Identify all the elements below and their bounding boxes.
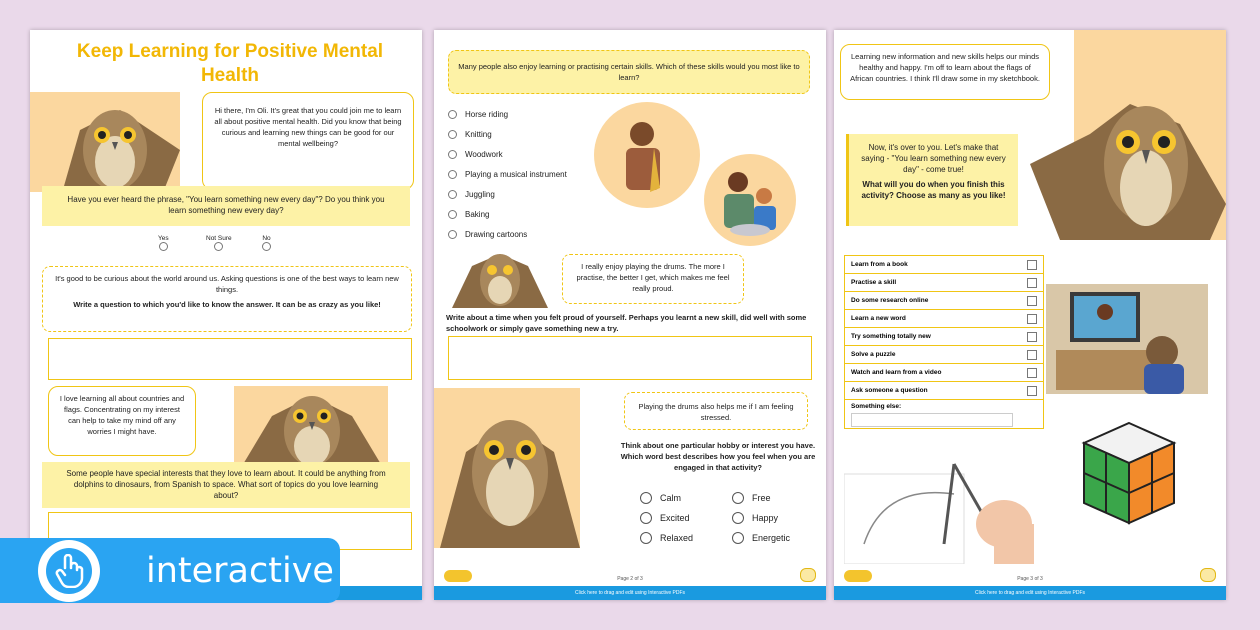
flags-plan-speech-bubble: Learning new information and new skills helps our minds healthy and happy. I'm off to learn about the flags of African countries. I think I'll draw some in my sketchbook. bbox=[840, 44, 1050, 100]
feeling-relaxed[interactable]: Relaxed bbox=[640, 532, 693, 544]
radio-icon[interactable] bbox=[448, 170, 457, 179]
choice-yes[interactable]: Yes bbox=[158, 235, 169, 253]
saxophone-player-illustration bbox=[592, 100, 702, 210]
radio-icon[interactable] bbox=[640, 532, 652, 544]
radio-icon[interactable] bbox=[640, 492, 652, 504]
curious-text: It's good to be curious about the world around us. Asking questions is one of the best ways to learn new things. bbox=[55, 274, 399, 294]
curious-section bbox=[42, 266, 412, 332]
other-answer-field[interactable] bbox=[851, 413, 1013, 427]
radio-icon[interactable] bbox=[732, 532, 744, 544]
proud-answer-field[interactable] bbox=[448, 336, 812, 380]
radio-icon[interactable] bbox=[448, 150, 457, 159]
checkbox-icon[interactable] bbox=[1027, 368, 1037, 378]
skill-option[interactable]: Baking bbox=[448, 204, 567, 224]
skill-option[interactable]: Drawing cartoons bbox=[448, 224, 567, 244]
page-footer-link[interactable]: Click here to drag and edit using Interactive PDFs bbox=[834, 586, 1226, 600]
worksheet-page-2 bbox=[434, 30, 826, 600]
radio-icon[interactable] bbox=[159, 242, 168, 251]
question-answer-field[interactable] bbox=[48, 338, 412, 380]
radio-icon[interactable] bbox=[448, 230, 457, 239]
owl-illustration-5 bbox=[1030, 84, 1226, 240]
checkbox-icon[interactable] bbox=[1027, 350, 1037, 360]
skills-list bbox=[448, 104, 567, 244]
interactive-label: interactive bbox=[146, 551, 334, 591]
checklist-item[interactable]: Do some research online bbox=[844, 291, 1044, 309]
feeling-free[interactable]: Free bbox=[732, 492, 771, 504]
worksheet-page-1 bbox=[30, 30, 422, 600]
skill-option[interactable]: Knitting bbox=[448, 124, 567, 144]
radio-icon[interactable] bbox=[214, 242, 223, 251]
page-footer-link[interactable]: Click here to drag and edit using Interactive PDFs bbox=[434, 586, 826, 600]
proud-instruction: Write about a time when you felt proud of yourself. Perhaps you learnt a new skill, did well with some schoolwork or simply gave something new a try. bbox=[446, 313, 807, 333]
write-question-instruction: Write a question to which you'd like to know the answer. It can be as crazy as you like! bbox=[73, 300, 381, 309]
page-title: Keep Learning for Positive Mental Health bbox=[76, 41, 384, 86]
feeling-energetic[interactable]: Energetic bbox=[732, 532, 790, 544]
video-call-illustration bbox=[1046, 284, 1208, 394]
checkbox-icon[interactable] bbox=[1027, 332, 1037, 342]
over-to-you-text: Now, it's over to you. Let's make that saying - "You learn something new every day" - come true! bbox=[861, 143, 1006, 174]
page-number: Page 3 of 3 bbox=[1017, 576, 1043, 582]
phrase-question: Have you ever heard the phrase, "You learn something new every day"? Do you think you learn something new every day? bbox=[42, 186, 410, 226]
checkbox-icon[interactable] bbox=[1027, 386, 1037, 396]
checklist-item[interactable]: Watch and learn from a video bbox=[844, 363, 1044, 381]
radio-icon[interactable] bbox=[448, 110, 457, 119]
skill-option[interactable]: Juggling bbox=[448, 184, 567, 204]
checklist-item[interactable]: Learn a new word bbox=[844, 309, 1044, 327]
skill-option[interactable]: Horse riding bbox=[448, 104, 567, 124]
radio-icon[interactable] bbox=[732, 492, 744, 504]
radio-icon[interactable] bbox=[732, 512, 744, 524]
page-number: Page 2 of 3 bbox=[617, 576, 643, 582]
checklist-item[interactable]: Practise a skill bbox=[844, 273, 1044, 291]
checklist-item-other[interactable]: Something else: bbox=[844, 399, 1044, 429]
checklist-item[interactable]: Try something totally new bbox=[844, 327, 1044, 345]
intro-speech-bubble: Hi there, I'm Oli. It's great that you could join me to learn all about positive mental health. Did you know that being curious and learning new things can be good for our mental wellbeing? bbox=[202, 92, 414, 190]
checklist-item[interactable]: Learn from a book bbox=[844, 255, 1044, 273]
choose-instruction: What will you do when you finish this activity? Choose as many as you like! bbox=[861, 180, 1006, 200]
interests-text: Some people have special interests that they love to learn about. It could be anything from dolphins to dinosaurs, from Spanish to space. What sort of topics do you love learning about? bbox=[42, 462, 410, 508]
radio-icon[interactable] bbox=[448, 130, 457, 139]
brand-mark-icon bbox=[1200, 568, 1216, 582]
worksheet-page-3 bbox=[834, 30, 1226, 600]
activity-checklist bbox=[844, 255, 1044, 429]
compass-drawing-illustration bbox=[844, 454, 1044, 564]
skill-option[interactable]: Playing a musical instrument bbox=[448, 164, 567, 184]
drums-speech-bubble: I really enjoy playing the drums. The more I practise, the better I get, which makes me feel really proud. bbox=[562, 254, 744, 304]
radio-icon[interactable] bbox=[448, 210, 457, 219]
feeling-excited[interactable]: Excited bbox=[640, 512, 690, 524]
checklist-item[interactable]: Ask someone a question bbox=[844, 381, 1044, 399]
stress-speech-bubble: Playing the drums also helps me if I am feeling stressed. bbox=[624, 392, 808, 430]
feeling-happy[interactable]: Happy bbox=[732, 512, 778, 524]
feeling-calm[interactable]: Calm bbox=[640, 492, 681, 504]
checkbox-icon[interactable] bbox=[1027, 278, 1037, 288]
flags-speech-bubble: I love learning all about countries and flags. Concentrating on my interest can help to take my mind off any worries I might have. bbox=[48, 386, 196, 456]
pointer-hand-icon bbox=[46, 548, 92, 594]
brand-mark-icon bbox=[800, 568, 816, 582]
choice-not-sure[interactable]: Not Sure bbox=[206, 235, 232, 253]
choice-no[interactable]: No bbox=[262, 235, 271, 253]
checkbox-icon[interactable] bbox=[1027, 314, 1037, 324]
skills-question: Many people also enjoy learning or practising certain skills. Which of these skills would you most like to learn? bbox=[448, 50, 810, 94]
owl-illustration-4 bbox=[440, 392, 580, 548]
owl-illustration bbox=[40, 90, 190, 200]
checklist-item[interactable]: Solve a puzzle bbox=[844, 345, 1044, 363]
skill-option[interactable]: Woodwork bbox=[448, 144, 567, 164]
radio-icon[interactable] bbox=[640, 512, 652, 524]
checkbox-icon[interactable] bbox=[1027, 260, 1037, 270]
owl-illustration-3 bbox=[452, 246, 548, 308]
hobby-question: Think about one particular hobby or interest you have. Which word best describes how you feel when you are engaged in that activity? bbox=[620, 441, 816, 472]
rubiks-cube-illustration bbox=[1074, 418, 1184, 528]
radio-icon[interactable] bbox=[262, 242, 271, 251]
over-to-you-box bbox=[846, 134, 1018, 226]
baking-illustration bbox=[702, 152, 798, 248]
checkbox-icon[interactable] bbox=[1027, 296, 1037, 306]
radio-icon[interactable] bbox=[448, 190, 457, 199]
owl-illustration-2 bbox=[242, 386, 382, 466]
